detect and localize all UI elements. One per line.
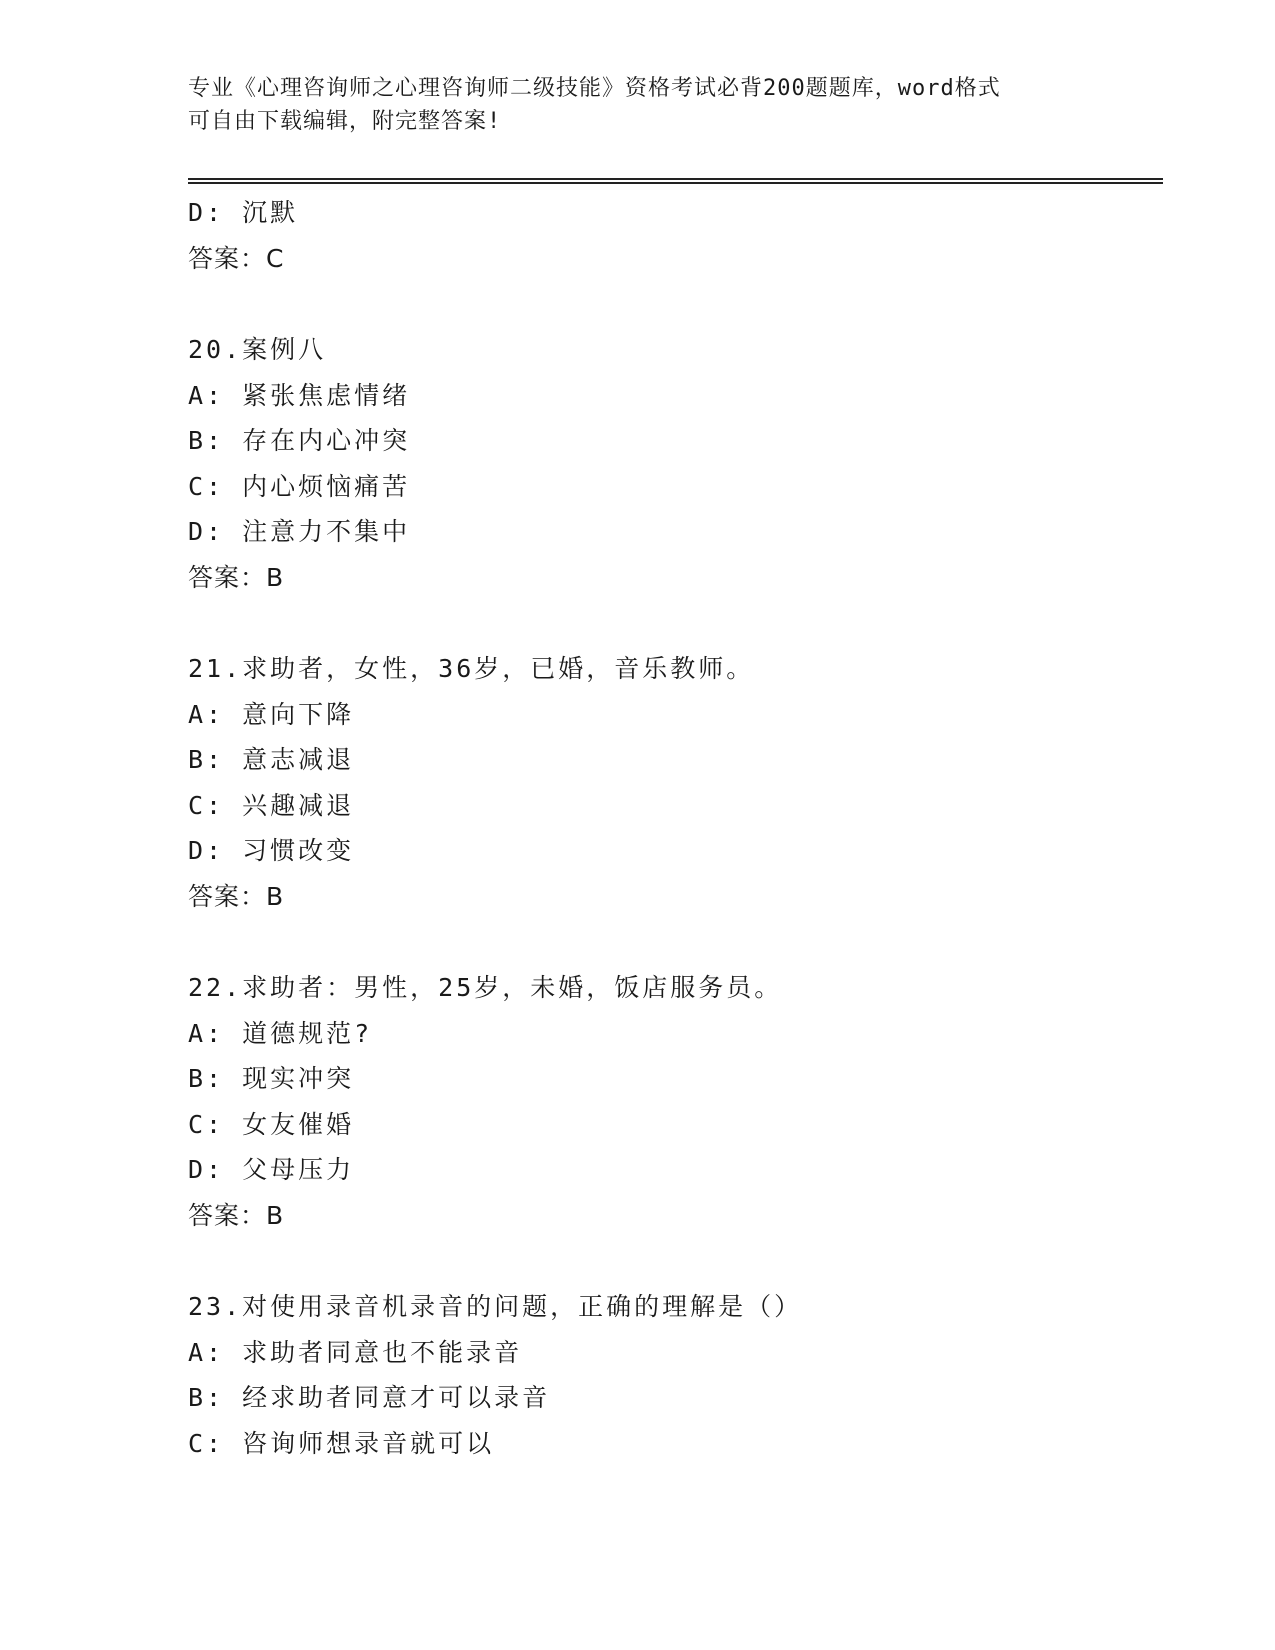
question-stem: 23.对使用录音机录音的问题，正确的理解是（）	[188, 1292, 803, 1321]
header-divider	[188, 178, 1163, 184]
option-c: C: 咨询师想录音就可以	[188, 1428, 495, 1458]
option-c: C: 内心烦恼痛苦	[188, 471, 411, 501]
option-b: B: 意志减退	[188, 745, 355, 774]
question-22	[188, 965, 1163, 1238]
question-stem: 21.求助者，女性，36岁，已婚，音乐教师。	[188, 654, 755, 683]
question-stem: 20.案例八	[188, 335, 327, 364]
answer-line: 答案：B	[188, 562, 285, 592]
question-23	[188, 1284, 1163, 1466]
option-a: A: 求助者同意也不能录音	[188, 1337, 523, 1367]
answer-line: 答案：B	[188, 881, 285, 911]
option-d: D: 父母压力	[188, 1155, 355, 1184]
option-d: D: 沉默	[188, 198, 299, 227]
option-c: C: 女友催婚	[188, 1109, 355, 1139]
header-title-line-1: 专业《心理咨询师之心理咨询师二级技能》资格考试必背200题题库，word格式	[188, 76, 1001, 101]
question-stem: 22.求助者：男性，25岁，未婚，饭店服务员。	[188, 973, 783, 1002]
option-b: B: 现实冲突	[188, 1064, 355, 1093]
option-a: A: 紧张焦虑情绪	[188, 380, 411, 410]
option-c: C: 兴趣减退	[188, 790, 355, 820]
option-b: B: 存在内心冲突	[188, 426, 411, 455]
answer-line: 答案：C	[188, 243, 285, 273]
option-d: D: 注意力不集中	[188, 517, 411, 546]
option-a: A: 道德规范?	[188, 1018, 373, 1048]
question-list	[188, 190, 1163, 1466]
header-title-line-2: 可自由下载编辑，附完整答案!	[188, 109, 502, 134]
option-a: A: 意向下降	[188, 699, 355, 729]
previous-question-tail	[188, 190, 1163, 281]
document-header	[188, 72, 1088, 138]
question-21	[188, 646, 1163, 919]
option-b: B: 经求助者同意才可以录音	[188, 1383, 551, 1412]
question-20	[188, 327, 1163, 600]
answer-line: 答案：B	[188, 1200, 285, 1230]
option-d: D: 习惯改变	[188, 836, 355, 865]
